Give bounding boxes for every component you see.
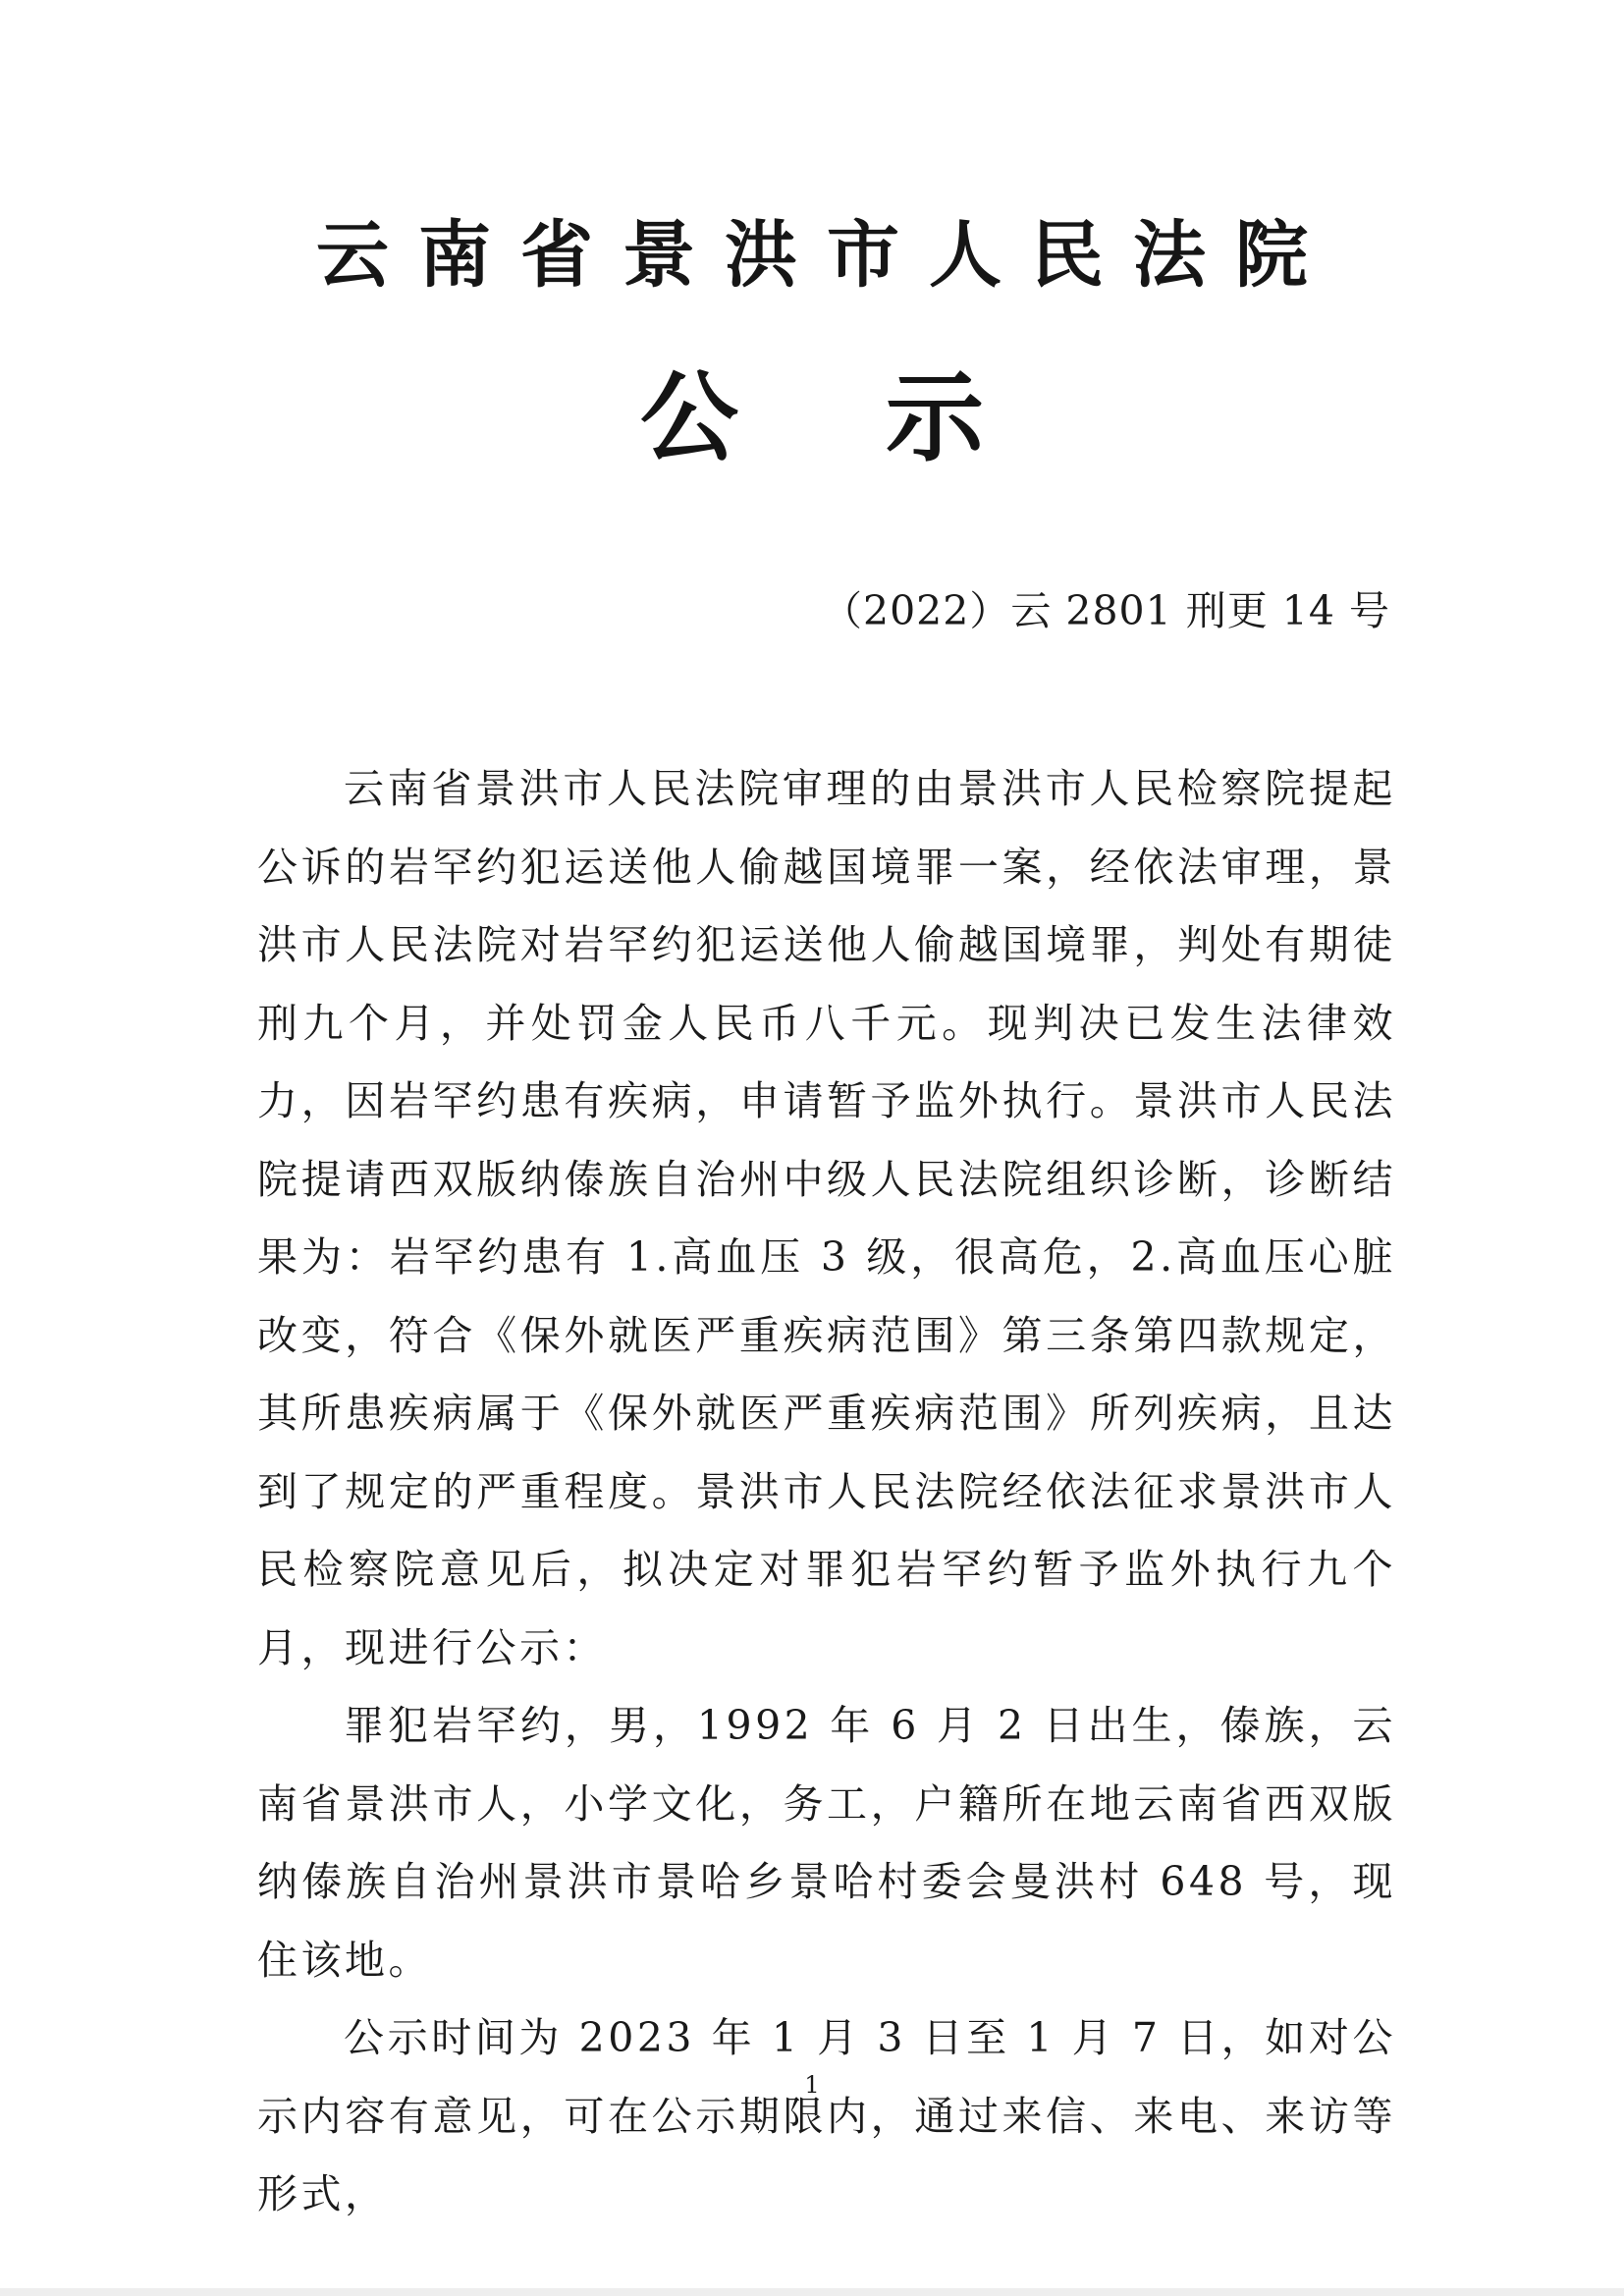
document-body (257, 750, 1396, 2234)
paragraph-case-summary: 云南省景洪市人民法院审理的由景洪市人民检察院提起公诉的岩罕约犯运送他人偷越国境罪一案，经依法审理，景洪市人民法院对岩罕约犯运送他人偷越国境罪，判处有期徒刑九个月，并处罚金人民币八千元。现判决已发生法律效力，因岩罕约患有疾病，申请暂予监外执行。景洪市人民法院提请西双版纳傣族自治州中级人民法院组织诊断，诊断结果为：岩罕约患有 1.高血压 3 级，很高危，2.高血压心脏改变，符合《保外就医严重疾病范围》第三条第四款规定，其所患疾病属于《保外就医严重疾病范围》所列疾病，且达到了规定的严重程度。景洪市人民法院经依法征求景洪市人民检察院意见后，拟决定对罪犯岩罕约暂予监外执行九个月，现进行公示： (257, 765, 1396, 1671)
scan-bottom-edge (0, 2288, 1624, 2296)
case-number: （2022）云 2801 刑更 14 号 (822, 587, 1390, 634)
paragraph-offender-info: 罪犯岩罕约，男，1992 年 6 月 2 日出生，傣族，云南省景洪市人，小学文化，务工，户籍所在地云南省西双版纳傣族自治州景洪市景哈乡景哈村委会曼洪村 648 号，现住该地。 (257, 1702, 1396, 1984)
document-type-title: 公示 (640, 359, 1131, 475)
court-name-heading: 云南省景洪市人民法院 (316, 213, 1337, 298)
paragraph-publicity-period: 公示时间为 2023 年 1 月 3 日至 1 月 7 日，如对公示内容有意见，可在公示期限内，通过来信、来电、来访等形式， (257, 2014, 1396, 2217)
page-number: 1 (804, 2071, 820, 2099)
